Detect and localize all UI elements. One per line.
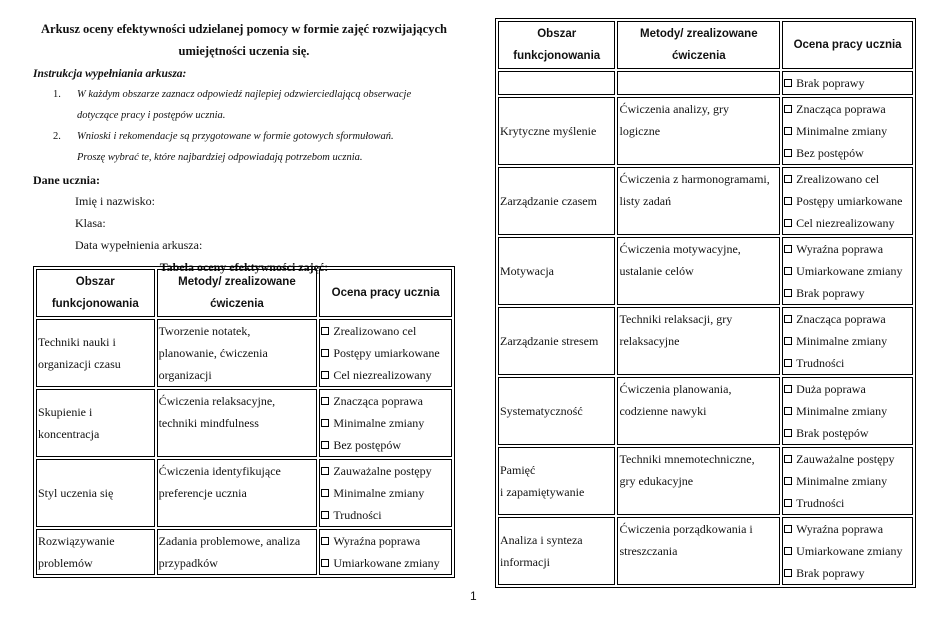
table-body [498,71,913,585]
rating-option[interactable] [784,238,911,260]
instructions-heading: Instrukcja wypełniania arkusza: [33,68,187,80]
header-text: Metody/ zrealizowane [178,276,296,288]
student-data-heading: Dane ucznia: [33,173,100,187]
rating-option[interactable] [321,390,450,412]
rating-option[interactable] [784,120,911,142]
rating-option[interactable] [784,330,911,352]
table-row [36,319,452,387]
methods-text: gry edukacyjne [619,474,694,488]
evaluation-table-right [495,18,916,588]
table-title: Tabela oceny efektywności zajęć: [159,260,329,274]
checkbox-icon[interactable] [321,559,329,567]
table-row [498,307,913,375]
instruction-text: W każdym obszarze zaznacz odpowiedź najlepiej odzwierciedlającą obserwacje [77,89,412,100]
rating-option-label: Bez postępów [796,146,864,160]
area-cell [36,529,155,575]
methods-text: preferencje ucznia [158,486,247,500]
rating-option-label: Zrealizowano cel [333,324,417,338]
instructions-list [33,84,455,168]
methods-text: organizacji [158,368,212,382]
area-cell [498,167,615,235]
area-cell [498,97,615,165]
checkbox-icon[interactable] [321,371,329,379]
checkbox-icon[interactable] [784,127,792,135]
title-line: umiejętności uczenia się. [178,44,310,58]
methods-cell [617,237,780,305]
methods-text: Ćwiczenia motywacyjne, [619,242,741,256]
methods-cell [157,389,318,457]
methods-text: techniki mindfulness [158,416,259,430]
methods-cell [617,71,780,95]
table-row [498,167,913,235]
rating-option[interactable] [784,168,911,190]
table-row [498,71,913,95]
methods-text: Zadania problemowe, analiza [158,534,301,548]
rating-option-label: Brak poprawy [796,566,865,580]
methods-text: Techniki relaksacji, gry [619,312,733,326]
checkbox-icon[interactable] [784,175,792,183]
area-text: Zarządzanie stresem [500,334,599,348]
evaluation-table-left [33,266,455,578]
area-cell [36,319,155,387]
rating-option-label: Umiarkowane zmiany [796,544,903,558]
instruction-number: 2. [53,131,61,142]
checkbox-icon[interactable] [784,547,792,555]
field-date: Data wypełnienia arkusza: [75,238,203,252]
checkbox-icon[interactable] [321,537,329,545]
methods-text: Techniki mnemotechniczne, [619,452,755,466]
table-row [498,237,913,305]
rating-option[interactable] [321,460,450,482]
rating-cell [782,377,913,445]
checkbox-icon[interactable] [784,315,792,323]
checkbox-icon[interactable] [784,245,792,253]
area-text: Rozwiązywanie [38,534,115,548]
rating-option-label: Cel niezrealizowany [796,216,895,230]
rating-option-label: Zauważalne postępy [333,464,432,478]
checkbox-icon[interactable] [784,407,792,415]
methods-cell [157,319,318,387]
area-text: Krytyczne myślenie [500,124,597,138]
methods-cell [617,377,780,445]
area-text: koncentracja [38,427,100,441]
rating-option[interactable] [321,364,450,386]
checkbox-icon[interactable] [784,337,792,345]
area-cell [36,459,155,527]
table-header-row [36,269,452,317]
rating-cell [782,97,913,165]
checkbox-icon[interactable] [784,359,792,367]
checkbox-icon[interactable] [321,467,329,475]
header-text: Metody/ zrealizowane [640,28,758,40]
header-methods [157,269,318,317]
rating-option-label: Znacząca poprawa [333,394,423,408]
rating-option-label: Minimalne zmiany [333,416,425,430]
rating-option-label: Wyraźna poprawa [796,242,884,256]
area-text: Zarządzanie czasem [500,194,597,208]
rating-cell [782,307,913,375]
rating-option-label: Minimalne zmiany [333,486,425,500]
rating-option-label: Duża poprawa [796,382,866,396]
area-cell [498,307,615,375]
area-cell [498,517,615,585]
methods-text: Ćwiczenia z harmonogramami, [619,172,770,186]
rating-option-label: Brak postępów [796,426,869,440]
checkbox-icon[interactable] [784,385,792,393]
header-text: Obszar [75,276,115,288]
rating-option[interactable] [321,530,450,552]
header-rating: Ocena pracy ucznia [782,21,913,69]
header-rating: Ocena pracy ucznia [319,269,452,317]
area-text: Skupienie i [38,405,93,419]
rating-cell [782,71,913,95]
header-text: funkcjonowania [513,50,601,62]
rating-option[interactable] [784,448,911,470]
rating-option-label: Minimalne zmiany [796,474,888,488]
instruction-item [33,84,455,126]
rating-option-label: Brak poprawy [796,286,865,300]
rating-option-label: Wyraźna poprawa [333,534,421,548]
checkbox-icon[interactable] [321,327,329,335]
area-cell [498,377,615,445]
field-class: Klasa: [75,216,106,230]
rating-option-label: Minimalne zmiany [796,404,888,418]
rating-option[interactable] [321,504,450,526]
rating-cell [782,517,913,585]
rating-option-label: Postępy umiarkowane [796,194,903,208]
header-text: Obszar [537,28,577,40]
rating-option[interactable] [784,400,911,422]
methods-cell [157,459,318,527]
instruction-text: Proszę wybrać te, które najbardziej odpowiadają potrzebom ucznia. [77,152,363,163]
rating-option-label: Trudności [796,356,845,370]
rating-option-label: Minimalne zmiany [796,334,888,348]
methods-text: codzienne nawyki [619,404,707,418]
instruction-item [33,126,455,168]
area-text: problemów [38,556,93,570]
rating-option-label: Znacząca poprawa [796,312,886,326]
rating-option[interactable] [321,482,450,504]
checkbox-icon[interactable] [321,419,329,427]
checkbox-icon[interactable] [784,429,792,437]
table-row [36,389,452,457]
header-text: ćwiczenia [671,50,726,62]
rating-option[interactable] [784,562,911,584]
checkbox-icon[interactable] [784,197,792,205]
field-name: Imię i nazwisko: [75,194,155,208]
checkbox-icon[interactable] [784,105,792,113]
header-text: funkcjonowania [51,298,139,310]
checkbox-icon[interactable] [784,219,792,227]
area-text: Styl uczenia się [38,486,114,500]
rating-option-label: Brak poprawy [796,76,865,90]
rating-cell [319,529,452,575]
methods-cell [157,529,318,575]
methods-text: Ćwiczenia porządkowania i [619,522,753,536]
rating-cell [319,459,452,527]
checkbox-icon[interactable] [784,477,792,485]
rating-option[interactable] [321,412,450,434]
checkbox-icon[interactable] [321,349,329,357]
rating-option-label: Trudności [333,508,382,522]
rating-option[interactable] [784,308,911,330]
table-row [36,459,452,527]
rating-option[interactable] [784,142,911,164]
rating-option[interactable] [784,492,911,514]
methods-cell [617,447,780,515]
methods-text: streszczania [619,544,678,558]
rating-option[interactable] [784,282,911,304]
page-number: 1 [470,589,477,603]
rating-option-label: Cel niezrealizowany [333,368,432,382]
rating-option-label: Bez postępów [333,438,401,452]
methods-text: Ćwiczenia relaksacyjne, [158,394,276,408]
area-text: organizacji czasu [38,357,121,371]
rating-option-label: Umiarkowane zmiany [333,556,440,570]
methods-cell [617,97,780,165]
rating-option-label: Umiarkowane zmiany [796,264,903,278]
rating-option[interactable] [784,260,911,282]
rating-option[interactable] [321,342,450,364]
methods-cell [617,517,780,585]
rating-option[interactable] [784,190,911,212]
area-text: Systematyczność [500,404,583,418]
rating-cell [319,319,452,387]
rating-cell [782,237,913,305]
methods-cell [617,167,780,235]
checkbox-icon[interactable] [784,79,792,87]
checkbox-icon[interactable] [321,489,329,497]
rating-option[interactable] [784,378,911,400]
rating-option[interactable] [784,352,911,374]
area-text: Motywacja [500,264,554,278]
header-methods [617,21,780,69]
rating-option-label: Zrealizowano cel [796,172,880,186]
rating-option[interactable] [784,422,911,444]
area-cell [498,71,615,95]
checkbox-icon[interactable] [784,455,792,463]
header-text: ćwiczenia [210,298,264,310]
methods-text: ustalanie celów [619,264,694,278]
rating-option-label: Wyraźna poprawa [796,522,884,536]
table-row [498,517,913,585]
area-text: Analiza i synteza [500,533,583,547]
methods-text: Ćwiczenia analizy, gry [619,102,729,116]
methods-text: Ćwiczenia planowania, [619,382,732,396]
table-header-row [498,21,913,69]
rating-option[interactable] [784,518,911,540]
area-text: Techniki nauki i [38,335,116,349]
methods-text: logiczne [619,124,661,138]
table-body [36,319,452,575]
checkbox-icon[interactable] [784,569,792,577]
table-row [498,447,913,515]
rating-cell [782,167,913,235]
checkbox-icon[interactable] [321,441,329,449]
rating-option-label: Minimalne zmiany [796,124,888,138]
checkbox-icon[interactable] [784,267,792,275]
rating-option[interactable] [784,72,911,94]
rating-option-label: Postępy umiarkowane [333,346,440,360]
table-row [498,97,913,165]
left-column [33,18,455,276]
methods-text: przypadków [158,556,218,570]
methods-text: Ćwiczenia identyfikujące [158,464,281,478]
document-title [33,18,455,62]
rating-option-label: Trudności [796,496,845,510]
rating-cell [782,447,913,515]
rating-option[interactable] [784,540,911,562]
methods-text: listy zadań [619,194,672,208]
rating-option[interactable] [784,212,911,234]
header-area [36,269,155,317]
area-text: Pamięć [500,463,536,477]
checkbox-icon[interactable] [784,149,792,157]
rating-option[interactable] [784,470,911,492]
rating-cell [319,389,452,457]
rating-option[interactable] [321,434,450,456]
table-row [36,529,452,575]
checkbox-icon[interactable] [784,525,792,533]
rating-option[interactable] [784,98,911,120]
methods-text: relaksacyjne [619,334,680,348]
checkbox-icon[interactable] [784,499,792,507]
instruction-text: Wnioski i rekomendacje są przygotowane w formie gotowych sformułowań. [77,131,394,142]
area-cell [498,237,615,305]
instruction-text: dotyczące pracy i postępów ucznia. [77,110,226,121]
methods-text: Tworzenie notatek, [158,324,251,338]
area-text: i zapamiętywanie [500,485,585,499]
area-text: informacji [500,555,550,569]
rating-option-label: Zauważalne postępy [796,452,895,466]
rating-option-label: Znacząca poprawa [796,102,886,116]
header-area [498,21,615,69]
instruction-number: 1. [53,89,61,100]
methods-text: planowanie, ćwiczenia [158,346,268,360]
area-cell [36,389,155,457]
area-cell [498,447,615,515]
checkbox-icon[interactable] [784,289,792,297]
table-row [498,377,913,445]
title-line: Arkusz oceny efektywności udzielanej pomocy w formie zajęć rozwijających [41,22,447,36]
rating-option[interactable] [321,552,450,574]
methods-cell [617,307,780,375]
rating-option[interactable] [321,320,450,342]
checkbox-icon[interactable] [321,511,329,519]
checkbox-icon[interactable] [321,397,329,405]
